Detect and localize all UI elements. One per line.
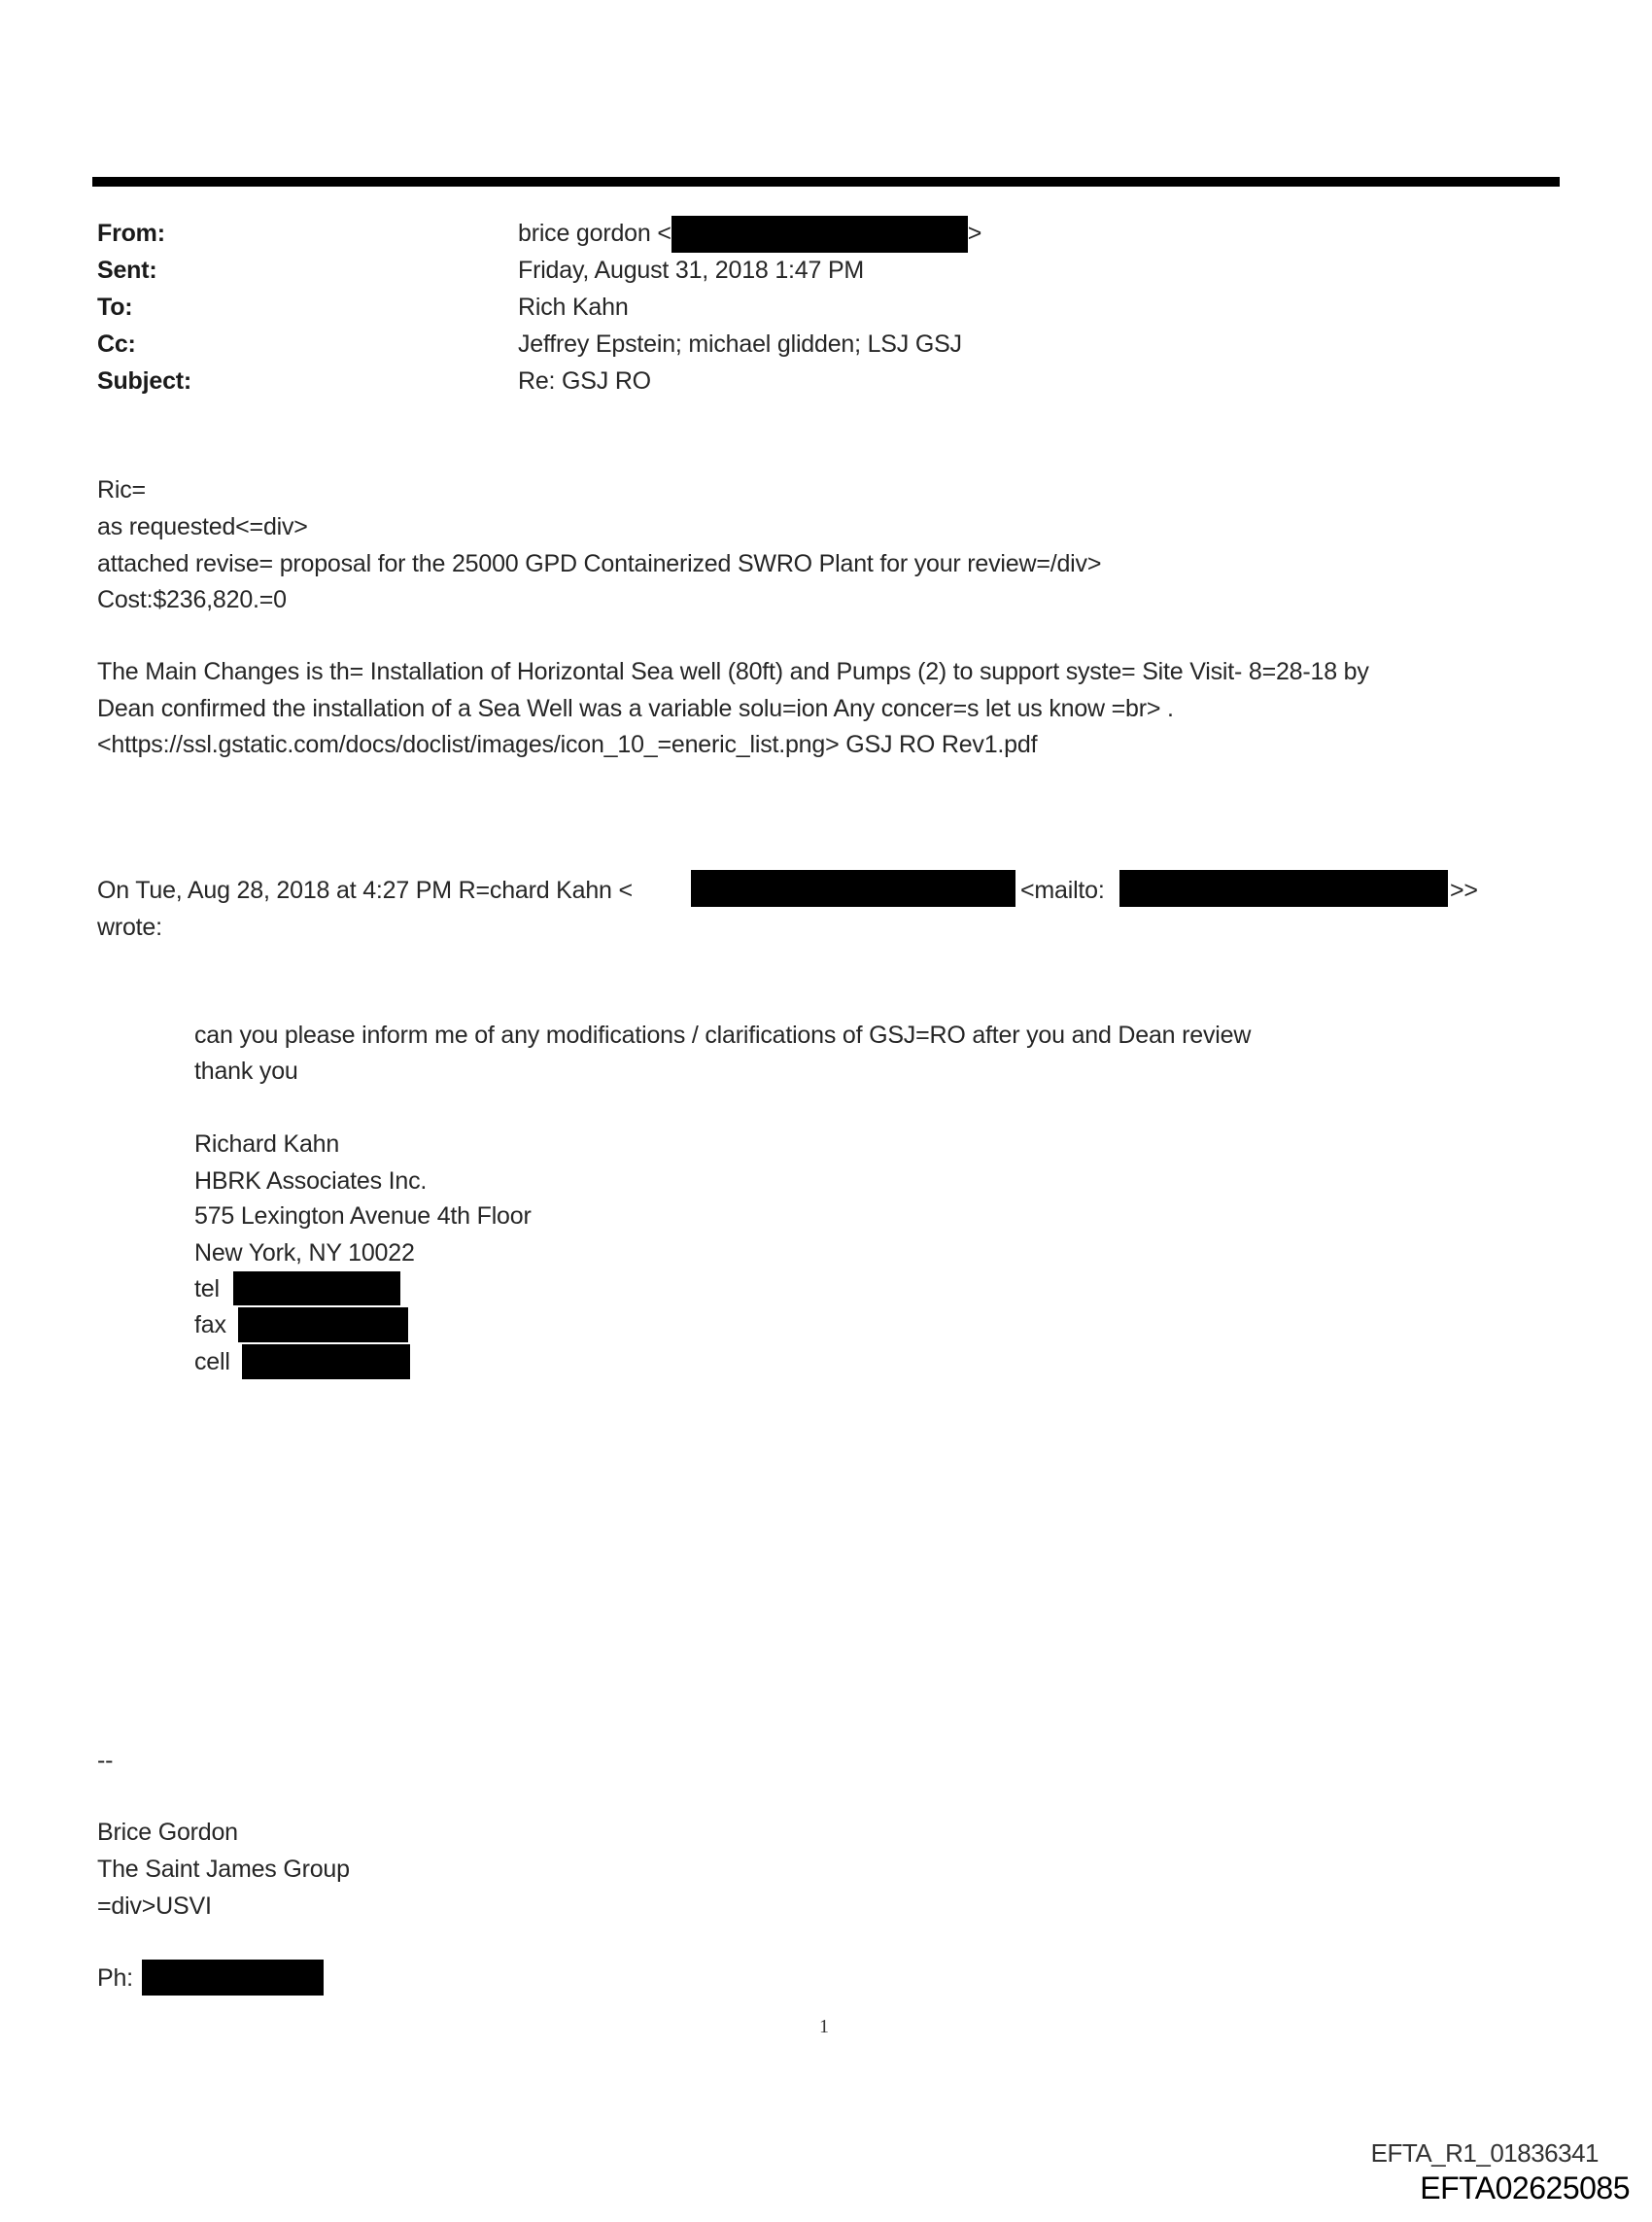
redacted-email	[691, 870, 1015, 907]
page-number: 1	[819, 2016, 829, 2037]
redacted-email	[671, 216, 968, 253]
cc-label: Cc:	[97, 330, 136, 358]
signature-line: Richard Kahn	[194, 1130, 340, 1158]
redacted-phone	[142, 1960, 324, 1996]
mailto-text: <mailto:	[1020, 877, 1105, 904]
quote-attribution	[97, 872, 633, 909]
signature-line: New York, NY 10022	[194, 1239, 415, 1267]
bates-number: EFTA02625085	[1420, 2170, 1630, 2205]
bates-number-r1: EFTA_R1_01836341	[1370, 2138, 1599, 2168]
redacted-phone	[233, 1271, 400, 1305]
signature-line: Brice Gordon	[97, 1819, 238, 1846]
quote-suffix: >>	[1450, 877, 1478, 904]
quoted-line: thank you	[194, 1058, 298, 1085]
subject-value: Re: GSJ RO	[518, 367, 651, 395]
redacted-fax	[238, 1307, 408, 1342]
cc-value: Jeffrey Epstein; michael glidden; LSJ GSJ	[518, 330, 962, 358]
sent-label: Sent:	[97, 257, 157, 284]
fax-label: fax	[194, 1311, 226, 1338]
phone-label: Ph:	[97, 1964, 133, 1992]
body-line: attached revise= proposal for the 25000 GPD Containerized SWRO Plant for your review=/div>	[97, 550, 1102, 577]
sent-value: Friday, August 31, 2018 1:47 PM	[518, 257, 865, 284]
quoted-line: can you please inform me of any modifications / clarifications of GSJ=RO after you and Dean review	[194, 1022, 1252, 1049]
to-label: To:	[97, 294, 133, 321]
subject-label: Subject:	[97, 367, 192, 395]
cost-line: Cost:$236,820.=0	[97, 586, 287, 613]
tel-label: tel	[194, 1275, 220, 1302]
attachment-link[interactable]: <https://ssl.gstatic.com/docs/doclist/images/icon_10_=eneric_list.png> GSJ RO Rev1.pdf	[97, 731, 1038, 758]
from-suffix: >	[967, 220, 982, 247]
from-value	[518, 215, 981, 252]
redacted-email	[1119, 870, 1448, 907]
signature-line: 575 Lexington Avenue 4th Floor	[194, 1202, 532, 1230]
body-line: Ric=	[97, 476, 146, 503]
quote-wrote: wrote:	[97, 914, 162, 941]
signature-line: HBRK Associates Inc.	[194, 1167, 428, 1195]
from-name: brice gordon <	[518, 220, 671, 247]
body-line: The Main Changes is th= Installation of Horizontal Sea well (80ft) and Pumps (2) to support syste= Site Visit- 8=28-18 by	[97, 658, 1369, 685]
header-rule	[92, 177, 1560, 187]
body-line: as requested<=div>	[97, 513, 308, 540]
signature-line: The Saint James Group	[97, 1856, 350, 1883]
from-label: From:	[97, 220, 165, 247]
redacted-cell	[242, 1344, 410, 1379]
signature-separator: --	[97, 1747, 114, 1774]
to-value: Rich Kahn	[518, 294, 629, 321]
body-line: Dean confirmed the installation of a Sea Well was a variable solu=ion Any concer=s let us know =br> .	[97, 695, 1174, 722]
signature-line: =div>USVI	[97, 1892, 212, 1920]
cell-label: cell	[194, 1348, 230, 1375]
quote-prefix: On Tue, Aug 28, 2018 at 4:27 PM R=chard Kahn <	[97, 877, 633, 904]
